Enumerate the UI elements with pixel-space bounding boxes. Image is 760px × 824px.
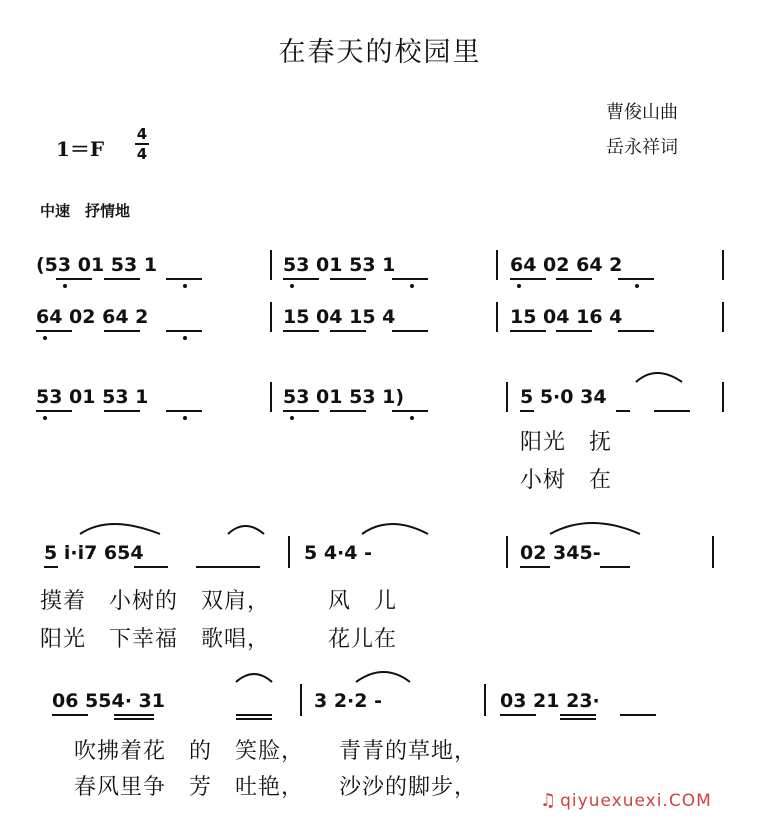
score-line-5-measure-3: 03 21 23· — [500, 690, 600, 712]
lyric-line-3-verse-2: 小树 在 — [520, 468, 613, 493]
lyric-line-5-verse-1: 吹拂着花 的 笑脸， 青青的草地， — [74, 739, 478, 764]
score-line-1-measure-3: 64 02 64 2 — [510, 254, 623, 276]
music-note-icon: ♫ — [540, 790, 557, 811]
score-line-2-measure-1: 64 02 64 2 — [36, 306, 149, 328]
slur — [228, 526, 264, 534]
composer-credit: 曹俊山曲 — [606, 102, 678, 123]
score-line-3-measure-3: 5 5·0 34 — [520, 386, 607, 408]
song-title: 在春天的校园里 — [278, 37, 482, 68]
score-line-2-measure-3: 15 04 16 4 — [510, 306, 623, 328]
slur — [362, 524, 428, 534]
score-line-2-measure-2: 15 04 15 4 — [283, 306, 396, 328]
slur — [636, 373, 682, 382]
slur — [356, 672, 410, 682]
score-line-4-measure-1: 5 i·i7 654 — [44, 542, 144, 564]
score-line-4-measure-3: 02 345- — [520, 542, 601, 564]
tempo-marking: 中速 抒情地 — [40, 202, 131, 220]
score-line-3-measure-2: 53 01 53 1) — [283, 386, 405, 408]
time-signature-top: 4 — [136, 125, 148, 143]
watermark: ♫ qiyuexuexi.COM — [540, 790, 712, 811]
lyricist-credit: 岳永祥词 — [606, 137, 678, 158]
lyric-line-4-verse-2: 阳光 下幸福 歌唱， 花儿在 — [40, 627, 398, 652]
score-line-1-measure-1: (53 01 53 1 — [36, 254, 158, 276]
score-line-3-measure-1: 53 01 53 1 — [36, 386, 149, 408]
lyric-line-4-verse-1: 摸着 小树的 双肩， 风 儿 — [40, 589, 398, 614]
slur — [236, 674, 272, 682]
slur — [80, 524, 160, 534]
score-line-1-measure-2: 53 01 53 1 — [283, 254, 396, 276]
time-signature-bottom: 4 — [136, 145, 148, 163]
slur — [550, 523, 640, 534]
score-line-5-measure-1: 06 554· 31 — [52, 690, 165, 712]
lyric-line-3-verse-1: 阳光 抚 — [520, 430, 613, 455]
score-line-5-measure-2: 3 2·2 - — [314, 690, 382, 712]
key-signature: 1＝F — [56, 137, 105, 161]
lyric-line-5-verse-2: 春风里争 芳 吐艳， 沙沙的脚步， — [74, 775, 478, 800]
score-line-4-measure-2: 5 4·4 - — [304, 542, 372, 564]
